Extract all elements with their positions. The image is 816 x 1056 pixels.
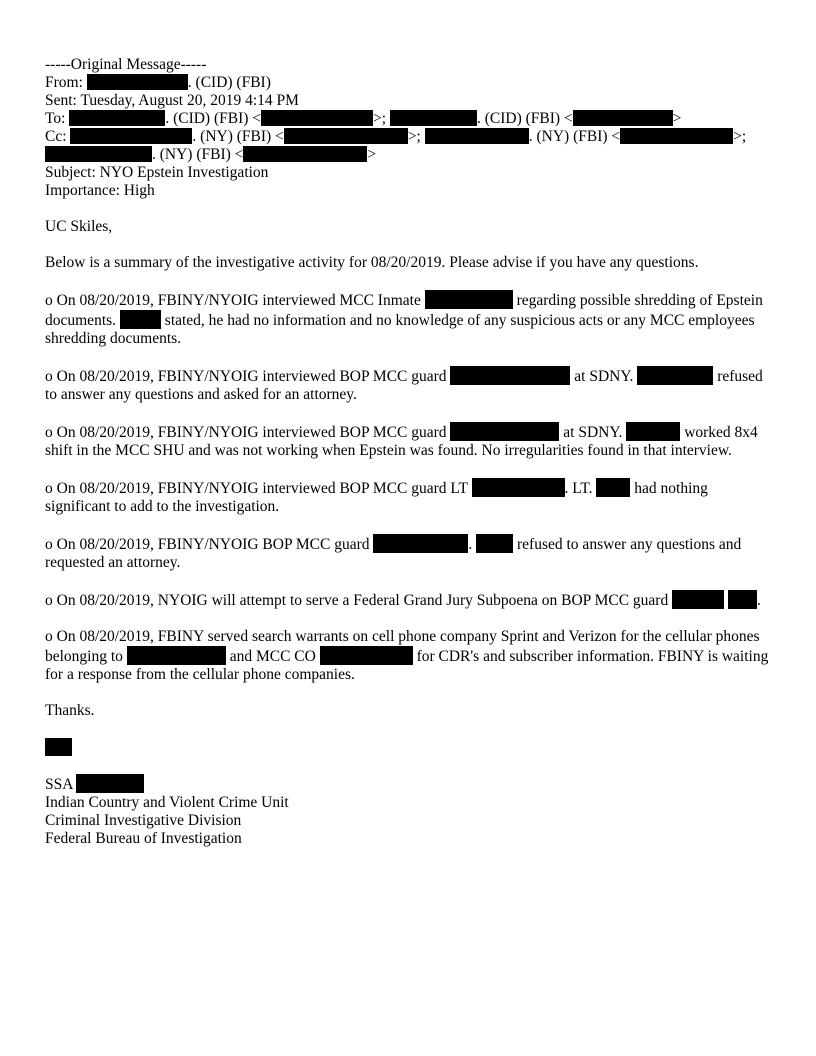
signature-unit: Indian Country and Violent Crime Unit bbox=[45, 794, 289, 811]
closing: Thanks. bbox=[45, 702, 95, 719]
redaction bbox=[425, 290, 513, 309]
redaction bbox=[320, 646, 413, 665]
activity-item: o On 08/20/2019, FBINY/NYOIG BOP MCC guard . refused to answer any questions and requested an attorney. bbox=[45, 536, 742, 571]
from-line: From: . (CID) (FBI) bbox=[45, 74, 271, 91]
cc-line-continued: . (NY) (FBI) < > bbox=[45, 146, 775, 164]
activity-item: o On 08/20/2019, FBINY/NYOIG interviewed BOP MCC guard at SDNY. refused to answer any questions and asked for an attorney. bbox=[45, 368, 763, 403]
redaction bbox=[120, 310, 161, 329]
importance-line: Importance: High bbox=[45, 182, 155, 199]
redaction bbox=[637, 366, 713, 385]
redaction bbox=[425, 128, 529, 144]
redaction bbox=[87, 74, 188, 90]
redaction bbox=[76, 774, 144, 793]
redaction bbox=[70, 128, 192, 144]
subject-line: Subject: NYO Epstein Investigation bbox=[45, 164, 269, 181]
redaction bbox=[596, 478, 630, 497]
sent-line: Sent: Tuesday, August 20, 2019 4:14 PM bbox=[45, 92, 299, 109]
activity-item: o On 08/20/2019, FBINY/NYOIG interviewed BOP MCC guard LT . LT. had nothing significant to add to the investigation. bbox=[45, 480, 708, 515]
redaction bbox=[472, 478, 565, 497]
redaction bbox=[626, 422, 680, 441]
original-message-marker: -----Original Message----- bbox=[45, 56, 207, 73]
activity-item: o On 08/20/2019, NYOIG will attempt to serve a Federal Grand Jury Subpoena on BOP MCC guard . bbox=[45, 592, 761, 609]
activity-item: o On 08/20/2019, FBINY/NYOIG interviewed MCC Inmate regarding possible shredding of Epstein documents. stated, he had no information and no knowledge of any suspicious acts or any MCC employees shredding documents. bbox=[45, 292, 763, 347]
redaction bbox=[373, 534, 468, 553]
redaction bbox=[243, 146, 367, 162]
redaction bbox=[284, 128, 408, 144]
greeting: UC Skiles, bbox=[45, 218, 113, 235]
signature-division: Criminal Investigative Division bbox=[45, 812, 242, 829]
signature-title: SSA bbox=[45, 774, 775, 794]
redaction bbox=[573, 110, 673, 126]
redaction bbox=[261, 110, 373, 126]
redaction bbox=[45, 738, 72, 756]
redaction bbox=[450, 422, 559, 441]
redaction bbox=[450, 366, 570, 385]
redaction bbox=[476, 534, 513, 553]
to-line: To: . (CID) (FBI) < >; . (CID) (FBI) < > bbox=[45, 110, 682, 127]
redaction bbox=[672, 590, 724, 609]
redaction bbox=[728, 590, 757, 609]
email-document bbox=[45, 56, 775, 848]
redaction bbox=[390, 110, 477, 126]
redaction bbox=[45, 146, 152, 162]
intro-paragraph: Below is a summary of the investigative activity for 08/20/2019. Please advise if you have any questions. bbox=[45, 254, 699, 271]
activity-item: o On 08/20/2019, FBINY served search warrants on cell phone company Sprint and Verizon for the cellular phones belonging to and MCC CO for CDR's and subscriber information. FBINY is waiting for a response from the cellular phone companies. bbox=[45, 628, 769, 683]
activity-item: o On 08/20/2019, FBINY/NYOIG interviewed BOP MCC guard at SDNY. worked 8x4 shift in the MCC SHU and was not working when Epstein was found. No irregularities found in that interview. bbox=[45, 424, 758, 459]
redaction bbox=[69, 110, 165, 126]
redaction bbox=[620, 128, 733, 144]
signature-agency: Federal Bureau of Investigation bbox=[45, 830, 242, 847]
redaction bbox=[127, 646, 226, 665]
cc-line: Cc: . (NY) (FBI) < >; . (NY) (FBI) < >; bbox=[45, 128, 747, 145]
